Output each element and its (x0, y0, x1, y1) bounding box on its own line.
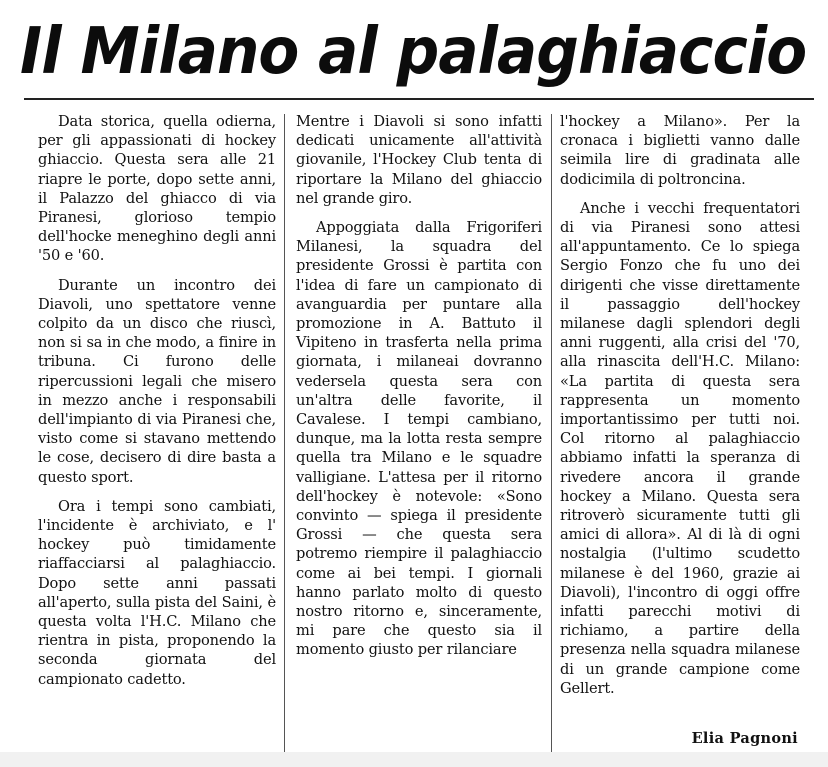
article-column-3 (560, 112, 800, 708)
headline: Il Milano al palaghiaccio (20, 15, 807, 89)
paragraph: Appoggiata dalla Frigoriferi Milanesi, la squadra del presidente Grossi è partita con l'idea di fare un campionato di avanguardia per puntare alla promozione in A. Battuto il Vipiteno in trasferta nella prima giornata, i milaneai dovranno vedersela questa sera con un'altra delle favorite, il Cavalese. I tempi cambiano, dunque, ma la lotta resta sempre quella tra Milano e le squadre valligiane. L'attesa per il ritorno dell'hockey è notevole: «Sono convinto — spiega il presidente Grossi — che questa sera potremo riempire il palaghiaccio come ai bei tempi. I giornali hanno parlato molto di questo nostro ritorno e, sinceramente, mi pare che questo sia il momento giusto per rilanciare (296, 219, 542, 659)
column-divider (551, 114, 552, 754)
paragraph: Ora i tempi sono cambiati, l'incidente è archiviato, e l' hockey può timidamente riaffacciarsi al palaghiaccio. Dopo sette anni passati all'aperto, sulla pista del Saini, è questa volta l'H.C. Milano che rientra in pista, proponendo la seconda giornata del campionato cadetto. (38, 497, 276, 688)
column-divider (284, 114, 285, 754)
scan-margin (0, 752, 828, 767)
article-column-1 (38, 112, 276, 699)
paragraph: Data storica, quella odierna, per gli appassionati di hockey ghiaccio. Questa sera alle 21 riapre le porte, dopo sette anni, il Palazzo del ghiacco di via Piranesi, glorioso tempio dell'hocke meneghino degli anni '50 e '60. (38, 113, 276, 265)
headline-rule (24, 98, 814, 100)
paragraph: Durante un incontro dei Diavoli, uno spettatore venne colpito da un disco che riuscì, non si sa in che modo, a finire in tribuna. Ci furono delle ripercussioni legali che misero in mezzo anche i responsabili dell'impianto di via Piranesi che, visto come si stavano mettendo le cose, decisero di dire basta a questo sport. (38, 276, 276, 486)
paragraph: Anche i vecchi frequentatori di via Piranesi sono attesi all'appuntamento. Ce lo spiega Sergio Fonzo che fu uno dei dirigenti che visse direttamente il passaggio dell'hockey milanese dagli splendori degli anni ruggenti, alla crisi del '70, alla rinascita dell'H.C. Milano: «La partita di questa sera rappresenta un momento importantissimo per tutti noi. Col ritorno al palaghiaccio abbiamo infatti la speranza di rivedere ancora il grande hockey a Milano. Questa sera ritroverò sicuramente tutti gli amici di allora». Al di là di ogni nostalgia (l'ultimo scudetto milanese è del 1960, grazie ai Diavoli), l'incontro di oggi offre infatti parecchi motivi di richiamo, a partire della presenza nella squadra milanese di un grande campione come Gellert. (560, 199, 800, 697)
paragraph: Mentre i Diavoli si sono infatti dedicati unicamente all'attività giovanile, l'Hockey Club tenta di riportare la Milano del ghiaccio nel grande giro. (296, 113, 542, 207)
article-column-2 (296, 112, 542, 670)
byline: Elia Pagnoni (691, 730, 798, 747)
paragraph: l'hockey a Milano». Per la cronaca i biglietti vanno dalle seimila lire di gradinata alle dodicimila di poltroncina. (560, 113, 800, 188)
